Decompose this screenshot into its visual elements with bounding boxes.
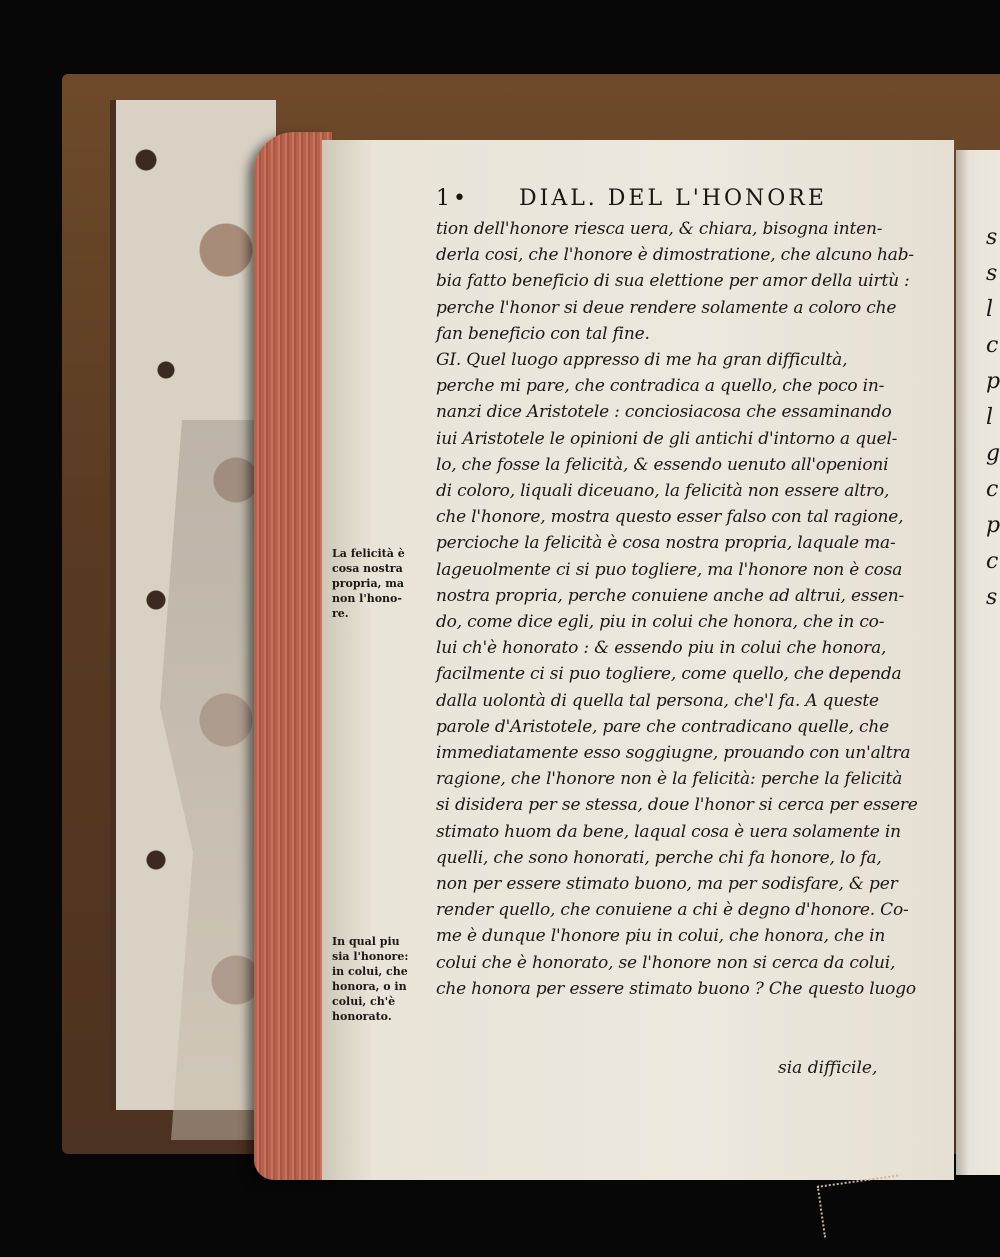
text-line: quelli, che sono honorati, perche chi fa honore, lo fa, bbox=[436, 847, 882, 868]
running-title: DIAL. DEL L'HONORE bbox=[518, 186, 827, 211]
marginal-line: La felicità è bbox=[332, 547, 405, 560]
text-line: che honora per essere stimato buono ? Che questo luogo bbox=[436, 978, 916, 999]
marginal-line: colui, ch'è bbox=[332, 995, 396, 1008]
text-line: di coloro, liquali diceuano, la felicità non essere altro, bbox=[436, 481, 890, 502]
marginal-note-felicita bbox=[332, 546, 405, 621]
page-body-text bbox=[436, 216, 918, 1002]
text-line: colui che è honorato, se l'honore non si cerca da colui, bbox=[436, 952, 896, 973]
marginal-line: honorato. bbox=[332, 1010, 392, 1023]
facing-letter: p bbox=[986, 513, 1000, 538]
marginal-line: non l'hono- bbox=[332, 592, 402, 605]
marginal-line: propria, ma bbox=[332, 577, 405, 590]
text-line: parole d'Aristotele, pare che contradicano quelle, che bbox=[436, 716, 889, 737]
marginal-line: honora, o in bbox=[332, 980, 407, 993]
running-header bbox=[436, 186, 906, 211]
marginal-line: In qual piu bbox=[332, 935, 400, 948]
text-line: nanzi dice Aristotele : conciosiacosa che essaminando bbox=[436, 402, 892, 423]
text-line: percioche la felicità è cosa nostra propria, laquale ma- bbox=[436, 533, 896, 554]
facing-letter: p bbox=[986, 369, 1000, 394]
facing-letter: s bbox=[986, 225, 998, 250]
text-line: stimato huom da bene, laqual cosa è uera solamente in bbox=[436, 821, 901, 842]
marginal-note-honore bbox=[332, 934, 408, 1024]
text-line: render quello, che conuiene a chi è degno d'honore. Co- bbox=[436, 900, 909, 921]
facing-letter: l bbox=[986, 297, 994, 322]
text-line: che l'honore, mostra questo esser falso con tal ragione, bbox=[436, 507, 904, 528]
facing-letter: c bbox=[986, 549, 999, 574]
text-line: dalla uolontà di quella tal persona, che'l fa. A queste bbox=[436, 690, 879, 711]
text-line: do, come dice egli, piu in colui che honora, che in co- bbox=[436, 612, 885, 633]
facing-letter: s bbox=[986, 585, 998, 610]
text-line: facilmente ci si puo togliere, come quello, che dependa bbox=[436, 664, 902, 685]
text-line: lui ch'è honorato : & essendo piu in colui che honora, bbox=[436, 638, 887, 659]
facing-letter: c bbox=[986, 477, 999, 502]
text-line: GI. Quel luogo appresso di me ha gran difficultà, bbox=[436, 350, 848, 371]
text-line: fan beneficio con tal fine. bbox=[436, 323, 650, 344]
facing-letter: c bbox=[986, 333, 999, 358]
text-line: bia fatto beneficio di sua elettione per amor della uirtù : bbox=[436, 271, 910, 292]
binding-thread bbox=[817, 1175, 905, 1238]
text-line: iui Aristotele le opinioni de gli antichi d'intorno a quel- bbox=[436, 428, 898, 449]
text-line: me è dunque l'honore piu in colui, che honora, che in bbox=[436, 926, 886, 947]
text-line: tion dell'honore riesca uera, & chiara, bisogna inten- bbox=[436, 219, 883, 239]
text-line: lageuolmente ci si puo togliere, ma l'honore non è cosa bbox=[436, 559, 903, 580]
text-line: immediatamente esso soggiugne, prouando con un'altra bbox=[436, 743, 911, 764]
facing-letter: l bbox=[986, 405, 994, 430]
text-line: ragione, che l'honore non è la felicità: perche la felicità bbox=[436, 769, 903, 790]
marginal-line: in colui, che bbox=[332, 965, 408, 978]
facing-letter: g bbox=[986, 441, 1000, 466]
marginal-line: cosa nostra bbox=[332, 562, 403, 575]
catchword: sia difficile, bbox=[778, 1058, 878, 1078]
text-line: lo, che fosse la felicità, & essendo uenuto all'openioni bbox=[436, 454, 889, 475]
text-line: si disidera per se stessa, doue l'honor si cerca per essere bbox=[436, 795, 918, 816]
marginal-line: re. bbox=[332, 607, 349, 620]
red-page-edges bbox=[254, 132, 332, 1180]
facing-letter: s bbox=[986, 261, 998, 286]
text-line: derla cosi, che l'honore è dimostratione, che alcuno hab- bbox=[436, 245, 914, 266]
text-line: non per essere stimato buono, ma per sodisfare, & per bbox=[436, 874, 898, 895]
text-line: perche l'honor si deue rendere solamente a coloro che bbox=[436, 297, 897, 318]
marginal-line: sia l'honore: bbox=[332, 950, 409, 963]
facing-page-text bbox=[986, 220, 1000, 616]
page-number: 1• bbox=[436, 186, 469, 211]
text-line: perche mi pare, che contradica a quello, che poco in- bbox=[436, 376, 885, 397]
text-line: nostra propria, perche conuiene anche ad altrui, essen- bbox=[436, 585, 905, 606]
